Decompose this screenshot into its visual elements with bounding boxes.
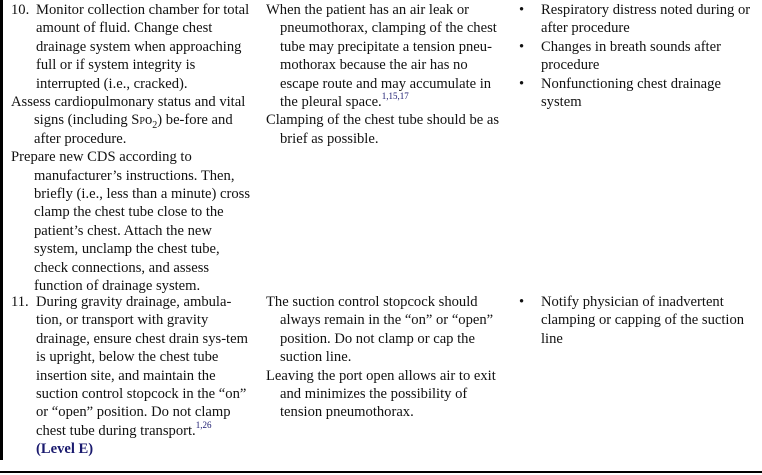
step-text: Prepare new CDS according to manufacturer’s instructions. Then, briefly (i.e., less than a minute) cross clamp the chest tube close to the patient’s chest. Attach the new system, unclamp the chest tube, check connections, and assess function of drainage system. <box>11 149 251 295</box>
step-text: Monitor collection chamber for total amount of fluid. Change chest drainage system when approaching full or if system integrity is interrupted (i.e., cracked). <box>36 2 250 92</box>
bullet-icon: • <box>519 2 525 18</box>
outcome-item <box>513 1 762 38</box>
rationale-paragraph <box>266 293 506 367</box>
outcomes-list <box>513 293 762 348</box>
outcome-item <box>513 75 762 112</box>
table-left-border <box>0 0 3 460</box>
spo2-p: p <box>139 112 145 129</box>
rationale-column <box>266 293 506 422</box>
step-10-main <box>11 1 253 93</box>
step-text: ) be-fore and after procedure. <box>34 112 233 147</box>
rationale-text: Leaving the port open allows air to exit and minimizes the possibility of tension pneumothorax. <box>266 367 496 421</box>
bullet-icon: • <box>519 75 525 92</box>
step-number: 10. <box>11 2 30 18</box>
bullet-icon: • <box>519 38 525 55</box>
spo2-subscript: 2 <box>152 120 158 132</box>
rationale-paragraph <box>266 367 506 422</box>
reference-superscript: 1,15,17 <box>381 91 409 102</box>
outcome-item <box>513 293 762 348</box>
outcome-text: Changes in breath sounds after procedure <box>541 38 721 74</box>
step-11-main <box>11 293 253 459</box>
step-number: 11. <box>11 294 29 310</box>
step-text: Assess cardiopulmonary status and vital signs (including S <box>11 94 246 129</box>
steps-column <box>11 293 253 459</box>
step-text: During gravity drainage, ambula-tion, or transport with gravity drainage, ensure chest drain sys-tem is upright, below the chest tube insertion site, and maintain the suction control stopcock in the “on” or “open” position. Do not clamp chest tube during transport. <box>36 294 248 439</box>
outcome-item <box>513 38 762 75</box>
outcomes-column <box>513 293 762 348</box>
step-10-prepare <box>11 148 253 295</box>
rationale-column <box>266 1 506 148</box>
reference-superscript: 1,26 <box>195 419 212 430</box>
table-bottom-rule <box>0 471 762 473</box>
outcomes-column <box>513 1 762 111</box>
spo2-o: o <box>144 112 153 129</box>
rationale-paragraph <box>266 1 506 111</box>
outcome-text: Respiratory distress noted during or after procedure <box>541 2 751 37</box>
rationale-paragraph <box>266 111 506 148</box>
outcomes-list <box>513 1 762 111</box>
rationale-text: When the patient has an air leak or pneumothorax, clamping of the chest tube may precipitate a tension pneu-mothorax because the air has no escape route and may accumulate in the pleural space. <box>266 2 497 111</box>
step-10-assess <box>11 93 253 148</box>
rationale-text: The suction control stopcock should always remain in the “on” or “open” position. Do not clamp or cap the suction line. <box>266 294 494 366</box>
outcome-text: Notify physician of inadvertent clamping or capping of the suction line <box>541 294 745 347</box>
steps-column <box>11 1 253 296</box>
outcome-text: Nonfunctioning chest drainage system <box>541 75 721 111</box>
bullet-icon: • <box>519 294 525 310</box>
rationale-text: Clamping of the chest tube should be as brief as possible. <box>266 112 500 147</box>
evidence-level: (Level E) <box>36 441 94 458</box>
